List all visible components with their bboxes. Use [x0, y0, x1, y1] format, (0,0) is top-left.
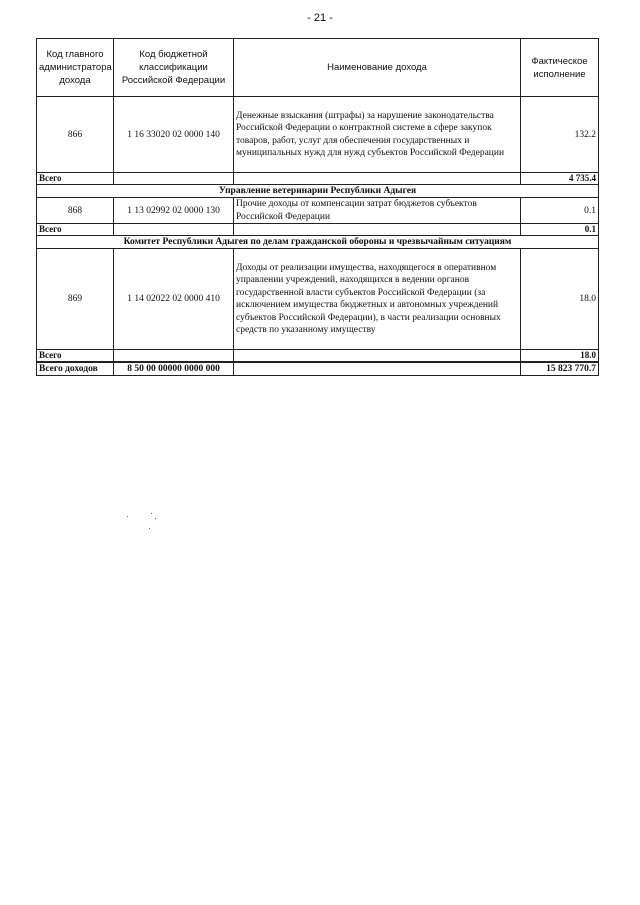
table-row — [37, 97, 599, 173]
amount-cell: 18.0 — [521, 249, 599, 350]
section-title: Комитет Республики Адыгея по делам гражданской обороны и чрезвычайным ситуациям — [37, 236, 599, 249]
header-name: Наименование дохода — [234, 39, 521, 97]
total-label: Всего — [37, 350, 114, 363]
header-row — [37, 39, 599, 97]
section-row — [37, 236, 599, 249]
total-label: Всего — [37, 173, 114, 185]
total-row — [37, 173, 599, 185]
scan-speck — [127, 516, 128, 517]
scan-speck — [155, 518, 156, 519]
grand-total-amount: 15 823 770.7 — [521, 362, 599, 376]
admin-code-cell: 868 — [37, 198, 114, 224]
table-row — [37, 198, 599, 224]
empty-cell — [114, 224, 234, 236]
amount-cell: 0.1 — [521, 198, 599, 224]
total-label: Всего — [37, 224, 114, 236]
income-name-cell: Денежные взыскания (штрафы) за нарушение законодательства Российской Федерации о контрактной системе в сфере закупок товаров, работ, услуг для обеспечения государственных и муниципальных нужд для нужд субъектов Российской Федерации — [234, 97, 521, 173]
empty-cell — [234, 173, 521, 185]
total-amount: 0.1 — [521, 224, 599, 236]
amount-cell: 132.2 — [521, 97, 599, 173]
income-name-cell: Прочие доходы от компенсации затрат бюджетов субъектов Российской Федерации — [234, 198, 521, 224]
budget-code-cell: 1 14 02022 02 0000 410 — [114, 249, 234, 350]
total-amount: 4 735.4 — [521, 173, 599, 185]
header-code: Код бюджетной классификации Российской Федерации — [114, 39, 234, 97]
scan-specks — [125, 512, 165, 532]
grand-total-row — [37, 362, 599, 376]
grand-total-label: Всего доходов — [37, 362, 114, 376]
grand-total-code: 8 50 00 00000 0000 000 — [114, 362, 234, 376]
section-row — [37, 185, 599, 198]
scan-speck — [151, 513, 152, 514]
page-number: - 21 - — [307, 12, 333, 24]
empty-cell — [234, 362, 521, 376]
empty-cell — [234, 350, 521, 363]
admin-code-cell: 866 — [37, 97, 114, 173]
empty-cell — [114, 173, 234, 185]
empty-cell — [234, 224, 521, 236]
admin-code-cell: 869 — [37, 249, 114, 350]
section-title: Управление ветеринарии Республики Адыгея — [37, 185, 599, 198]
empty-cell — [114, 350, 234, 363]
total-amount: 18.0 — [521, 350, 599, 363]
total-row — [37, 224, 599, 236]
header-amount: Фактическое исполнение — [521, 39, 599, 97]
total-row — [37, 350, 599, 363]
budget-code-cell: 1 13 02992 02 0000 130 — [114, 198, 234, 224]
income-name-cell: Доходы от реализации имущества, находящегося в оперативном управлении учреждений, находящихся в ведении органов государственной власти субъектов Российской Федерации (за исключением имущества бюджетных и автономных учреждений субъектов Российской Федерации), в части реализации основных средств по указанному имуществу — [234, 249, 521, 350]
scan-speck — [149, 528, 150, 529]
budget-code-cell: 1 16 33020 02 0000 140 — [114, 97, 234, 173]
table-row — [37, 249, 599, 350]
header-admin: Код главного администратора дохода — [37, 39, 114, 97]
income-table — [36, 38, 599, 376]
